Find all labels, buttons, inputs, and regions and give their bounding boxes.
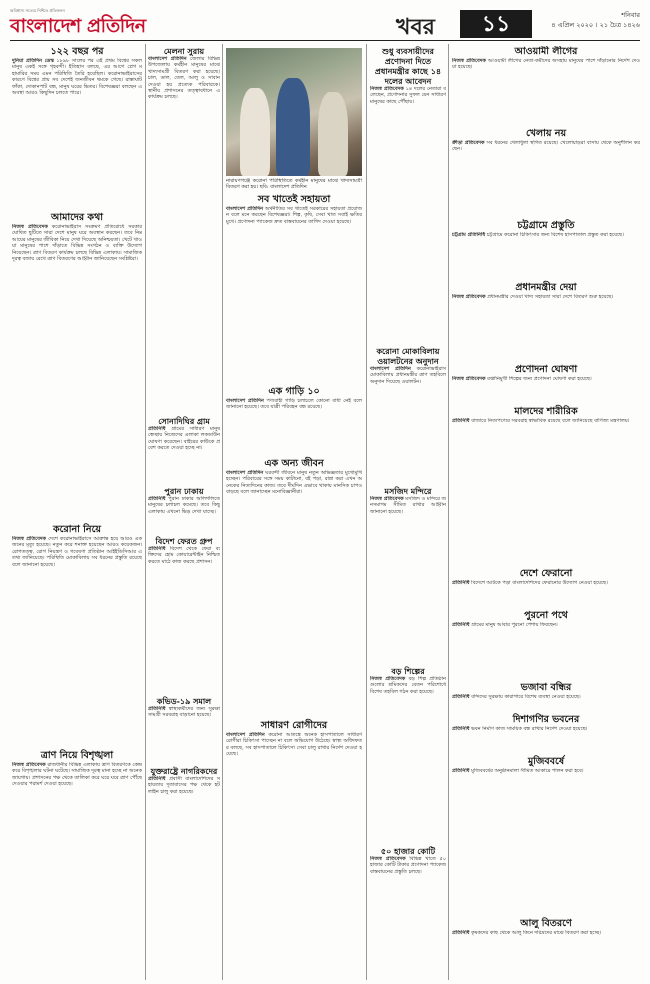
headline: বিদেশ ফেরত গ্রুপ — [155, 536, 213, 546]
column-a — [12, 46, 142, 976]
body-text: বিদেশ থেকে ফেরা ব্যক্তিদের হোম কোয়ারেন্টাইন নিশ্চিত করতে মাঠে কাজ করছে প্রশাসন। — [148, 546, 220, 565]
article[interactable] — [370, 346, 446, 486]
headline: করোনা নিয়ে — [53, 524, 101, 535]
article-body — [452, 58, 640, 128]
article[interactable] — [452, 406, 640, 568]
headline: ৫০ হাজার কোটি — [380, 846, 436, 856]
lead-in: নিজস্ব প্রতিবেদক — [370, 496, 404, 502]
article[interactable] — [452, 756, 640, 918]
body-text: মসজিদ ও মন্দিরে জনসমাগম সীমিত রাখার আহ্বান জানানো হয়েছে। — [370, 496, 446, 515]
headline: কভিড-১৯ সমাল — [156, 696, 212, 706]
body-text: কৃষকদের কাছ থেকে আলু কিনে দরিদ্রদের মাঝে বিতরণ করা হচ্ছে। — [471, 930, 601, 936]
lead-in: প্রতিনিধি — [452, 930, 470, 936]
article-body — [12, 536, 142, 746]
headline: ১২২ বছর পর — [50, 46, 104, 57]
lead-in: প্রতিনিধি — [452, 418, 470, 424]
article[interactable] — [12, 524, 142, 746]
article[interactable] — [452, 364, 640, 406]
article[interactable] — [452, 220, 640, 282]
article[interactable] — [452, 46, 640, 128]
body-text: বন্দিদের সুরক্ষায় কারাগারে বিশেষ ব্যবস্থা নেওয়া হয়েছে। — [471, 694, 581, 700]
article-body — [370, 366, 446, 486]
article-body — [452, 622, 640, 682]
section-name: খবর — [396, 14, 435, 40]
logo-slogan: অবিশ্বাস্য সত্যের নিশ্চিত প্রতিফলন — [10, 8, 65, 13]
headline: মুজিববর্ষে — [527, 756, 565, 767]
newspaper-logo[interactable] — [10, 8, 160, 48]
section-band — [396, 10, 640, 40]
body-text: গ্রামের মানুষ আবার পুরনো পেশায় ফিরছেন। — [471, 622, 558, 628]
column-divider — [366, 44, 367, 980]
body-text: ভবন নির্মাণ কাজ সাময়িক বন্ধ রাখার নির্দেশ দেওয়া হয়েছে। — [471, 726, 588, 732]
headline: মসজিদ মন্দিরে — [384, 486, 432, 496]
body-text: চট্টগ্রামে করোনা চিকিৎসার জন্য বিশেষ হাসপাতাল প্রস্তুত করা হয়েছে। — [486, 232, 624, 238]
headline: প্রণোদনা ঘোষণা — [514, 364, 578, 375]
article-body — [12, 58, 142, 208]
article[interactable] — [226, 194, 362, 386]
article-body — [452, 694, 640, 714]
article[interactable] — [452, 918, 640, 960]
article[interactable] — [12, 212, 142, 520]
article[interactable] — [370, 666, 446, 846]
lead-in: বাংলাদেশ প্রতিদিন — [148, 56, 187, 62]
article[interactable] — [370, 846, 446, 976]
headline: আওয়ামী লীগের — [514, 46, 578, 57]
lead-in: নিজস্ব প্রতিবেদক — [370, 676, 406, 682]
article-body — [452, 140, 640, 220]
headline: এক অন্য জীবন — [264, 457, 324, 469]
person-figure — [276, 78, 310, 176]
article-body — [226, 470, 362, 720]
lead-in: প্রতিনিধি — [452, 694, 470, 700]
column-divider — [222, 44, 223, 980]
article-body — [148, 776, 220, 946]
headline: সব খাতেই সহায়তা — [257, 193, 331, 205]
body-text: রাজধানীর বিভিন্ন এলাকায় ত্রাণ বিতরণকে কেন্দ্র করে বিশৃঙ্খলার ঘটনা ঘটেছে। সামাজিক দূরত্ব মানা হচ্ছে না অনেক জায়গায়। প্রশাসনের পক্ষ থেকে তালিকা করে ঘরে ঘরে ত্রাণ পৌঁছে দেওয়ার পরামর্শ দেওয়া হয়েছে। — [12, 762, 142, 788]
article[interactable] — [452, 682, 640, 714]
article[interactable] — [12, 46, 142, 208]
news-photo[interactable] — [226, 48, 362, 176]
body-text: বিভিন্ন খাতে ৫০ হাজার কোটি টাকার প্রণোদনা প্যাকেজ বাস্তবায়নের প্রস্তুতি চলছে। — [370, 856, 446, 875]
headline: বড় শিল্পের — [391, 666, 425, 676]
article[interactable] — [370, 46, 446, 346]
article[interactable] — [148, 696, 220, 766]
body-text: বাজারে নিত্যপণ্যের সরবরাহ স্বাভাবিক রয়েছে বলে জানিয়েছে বাণিজ্য মন্ত্রণালয়। — [471, 418, 630, 424]
article-body — [148, 706, 220, 766]
column-divider — [145, 44, 146, 980]
lead-in: প্রতিনিধি — [148, 496, 166, 502]
lead-in: প্রতিনিধি — [452, 768, 470, 774]
lead-in: প্রতিনিধি — [148, 776, 166, 782]
headline: দিশাগণির ভবনের — [512, 714, 580, 725]
body-text: মুজিববর্ষের অনুষ্ঠানমালা সীমিত আকারে পালন করা হবে। — [471, 768, 584, 774]
page-number: ১১ — [460, 10, 532, 38]
headline: আলু বিতরণে — [520, 918, 572, 929]
body-text: করোনাভাইরাস সংক্রমণ প্রতিরোধে সরকার ঘোষিত ছুটিতে সারা দেশে মানুষ ঘরে অবস্থান করছেন। তবে নিম্ন আয়ের মানুষের জীবিকা নিয়ে দেখা দিয়েছে অনিশ্চয়তা। খেটে খাওয়া মানুষের পাশে দাঁড়াতে বিভিন্ন সংগঠন ও ব্যক্তি উদ্যোগ নিয়েছেন। ত্রাণ বিতরণ কার্যক্রম চলছে বিভিন্ন এলাকায়। সামাজিক দূরত্ব বজায় রেখে ত্রাণ বিতরণের আহ্বান জানিয়েছেন সংশ্লিষ্টরা। — [12, 224, 142, 263]
lead-in: প্রতিনিধি — [452, 580, 470, 586]
issue-day: শনিবার — [621, 11, 640, 19]
body-text: করোনাভাইরাস মোকাবিলায় প্রধানমন্ত্রীর ত্রাণ তহবিলে অনুদান দিয়েছে ওয়ালটন। — [370, 366, 446, 385]
body-text: পণ্যবাহী গাড়ি চলাচলে কোনো বাধা নেই বলে জানানো হয়েছে। তবে যাত্রী পরিবহন বন্ধ রয়েছে। — [226, 397, 362, 411]
article[interactable] — [452, 568, 640, 610]
issue-date: ৪ এপ্রিল ২০২০ । ২১ চৈত্র ১৪২৬ — [551, 21, 640, 29]
body-text: প্রধানমন্ত্রীর দেওয়া খাদ্য সহায়তা সারা দেশে বিতরণ শুরু হয়েছে। — [487, 294, 614, 300]
article-body — [148, 546, 220, 696]
headline: আমাদের কথা — [50, 212, 103, 223]
article[interactable] — [148, 536, 220, 696]
article[interactable] — [148, 416, 220, 486]
article-body — [370, 86, 446, 346]
lead-in: নিজস্ব প্রতিবেদক — [452, 376, 486, 382]
lead-in: নিজস্ব প্রতিবেদক — [452, 58, 486, 64]
article-body — [226, 732, 362, 932]
lead-in: নিজস্ব প্রতিবেদক — [12, 762, 46, 768]
article-body — [452, 580, 640, 610]
lead-in: চট্টগ্রাম প্রতিনিধি — [452, 232, 486, 238]
body-text: রপ্তানিমুখী শিল্পের জন্য প্রণোদনা ঘোষণা করা হয়েছে। — [487, 376, 592, 382]
headline: ভজাবা বন্ধির — [520, 682, 572, 693]
lead-in: নিজস্ব প্রতিবেদক — [12, 536, 47, 542]
headline: শুধু ব্যবসায়ীদের প্রণোদনা দিতে প্রধানমন্ত্রীর কাছে ১৪ দলের আবেদন — [374, 46, 442, 86]
headline: পুরনো পথে — [524, 610, 568, 621]
body-text: ১৮৯৮ সালের পর এই প্রথম বিশ্বের সকল মানুষ একই সঙ্গে গৃহবন্দী। ইতিহাস বলছে, এর আগে প্লেগ মহামারির সময় এমন পরিস্থিতি তৈরি হয়েছিল। করোনাভাইরাসের কারণে বিশ্বের প্রায় সব দেশেই জনজীবন থমকে গেছে। রাস্তাঘাট ফাঁকা, দোকানপাট বন্ধ, মানুষ ঘরের ভিতর। বিশেষজ্ঞরা বলছেন এ অবস্থা আরও কিছুদিন চলতে পারে। — [12, 58, 142, 97]
body-text: ঘরবন্দী জীবনে মানুষ নতুন অভিজ্ঞতার মুখোমুখি হচ্ছেন। পরিবারের সঙ্গে সময় কাটানো, বই পড়া, রান্না করা এখন অনেকের নিত্যদিনের কাজ। তবে দীর্ঘদিন এভাবে থাকায় মানসিক চাপও বাড়ছে বলে জানাচ্ছেন মনোবিজ্ঞানীরা। — [226, 469, 362, 496]
lead-in: বাংলাদেশ প্রতিদিন — [226, 397, 264, 404]
article-body — [12, 762, 142, 976]
article[interactable] — [148, 766, 220, 946]
article-body — [452, 294, 640, 364]
article-body — [452, 930, 640, 960]
lead-in: বাংলাদেশ প্রতিদিন — [370, 366, 411, 372]
masthead-rule — [10, 40, 640, 41]
photo-caption: নারায়ণগঞ্জে করোনা পরিস্থিতিতে কর্মহীন মানুষের মাঝে খাদ্যসামগ্রী বিতরণ করা হয়। ছবি: বাংলাদেশ প্রতিদিন — [226, 178, 362, 191]
body-text: করোনা আতঙ্কে অনেক হাসপাতালে সাধারণ রোগীরা চিকিৎসা পাচ্ছেন না বলে অভিযোগ উঠেছে। স্বাস্থ্য অধিদফতর বলছে, সব হাসপাতালে চিকিৎসা সেবা চালু রাখার নির্দেশ দেওয়া হয়েছে। — [226, 731, 362, 758]
article-body — [148, 496, 220, 536]
lead-in: নিজস্ব প্রতিবেদক — [452, 294, 486, 300]
article[interactable] — [370, 486, 446, 666]
article-body — [452, 726, 640, 756]
headline: করোনা মোকাবিলায় ওয়ালটনের অনুদান — [376, 346, 440, 366]
article[interactable] — [148, 486, 220, 536]
article-body — [226, 206, 362, 386]
article-body — [452, 376, 640, 406]
body-text: বড় শিল্প প্রতিষ্ঠানগুলোর শ্রমিকদের বেতন পরিশোধে বিশেষ তহবিল গঠন করা হয়েছে। — [370, 676, 446, 695]
lead-in: নিজস্ব প্রতিবেদক — [370, 86, 404, 92]
article-body — [370, 676, 446, 846]
article-body — [370, 856, 446, 976]
column-divider — [448, 44, 449, 980]
lead-in: বাংলাদেশ প্রতিদিন — [226, 731, 265, 738]
headline: ত্রাণ নিয়ে বিশৃঙ্খলা — [40, 750, 114, 761]
headline: এক গাড়ি ১০ — [268, 385, 320, 397]
body-text: আওয়ামী লীগের নেতা-কর্মীদের অসহায় মানুষের পাশে দাঁড়ানোর নির্দেশ দেওয়া হয়েছে। — [452, 58, 640, 71]
article-body — [148, 426, 220, 486]
headline: চট্টগ্রামে প্রস্তুতি — [517, 220, 575, 231]
lead-in: বাংলাদেশ প্রতিদিন — [226, 469, 264, 476]
article[interactable] — [452, 128, 640, 220]
headline: পুরান ঢাকায় — [164, 486, 204, 496]
article-body — [452, 418, 640, 568]
headline: খেলায় নয় — [525, 128, 567, 139]
body-text: প্রবাসী বাংলাদেশিদের সহায়তায় দূতাবাসের পক্ষ থেকে হটলাইন চালু করা হয়েছে। — [148, 776, 220, 795]
body-text: দেশে করোনাভাইরাসে আক্রান্ত হয়ে আরও একজনের মৃত্যু হয়েছে। নতুন করে শনাক্ত হয়েছেন আরও কয়েকজন। রোগতত্ত্ব, রোগ নিয়ন্ত্রণ ও গবেষণা প্রতিষ্ঠান আইইডিসিআর এ তথ্য জানিয়েছে। পরিস্থিতি মোকাবিলায় সব ধরনের প্রস্তুতি রয়েছে বলে জানানো হয়েছে। — [12, 536, 142, 568]
headline: সোনাদিঘির গ্রাম — [158, 416, 210, 426]
headline: সাধারণ রোগীদের — [260, 719, 328, 731]
issue-info — [551, 10, 640, 30]
article[interactable] — [452, 282, 640, 364]
body-text: সব ধরনের খেলাধুলা স্থগিত রয়েছে। খেলোয়াড়রা বাসায় থেকে অনুশীলন করছেন। — [452, 140, 640, 153]
person-figure — [318, 92, 348, 176]
lead-in: নিজস্ব প্রতিবেদক — [370, 856, 406, 862]
article-body — [148, 56, 220, 416]
body-text: ১৪ দলের নেতারা বলেছেন, প্রণোদনার সুফল যেন সাধারণ মানুষের কাছে পৌঁছায়। — [370, 86, 446, 105]
body-text: বিদেশে আটকে পড়া বাংলাদেশিদের ফেরানোর উদ্যোগ নেওয়া হয়েছে। — [471, 580, 608, 586]
column-e — [452, 46, 640, 976]
article[interactable] — [226, 720, 362, 932]
headline: মেলনা সুরায় — [163, 46, 205, 56]
lead-in: দুনিয়া প্রতিদিন ডেস্ক — [12, 58, 54, 64]
headline: মালদের শারীরিক — [514, 406, 578, 417]
lead-in: প্রতিনিধি — [148, 706, 166, 712]
article[interactable] — [226, 458, 362, 720]
article-body — [226, 398, 362, 458]
headline: দেশে ফেরানো — [519, 568, 573, 579]
article[interactable] — [226, 386, 362, 458]
article-body — [370, 496, 446, 666]
column-b — [148, 46, 220, 976]
body-text: গ্রামের সাধারণ মানুষ স্বেচ্ছায় নিজেদের এলাকা লকডাউন ঘোষণা করেছেন। বাইরের কাউকে প্রবেশ করতে দেওয়া হচ্ছে না। — [148, 426, 220, 452]
article-body — [12, 224, 142, 520]
article[interactable] — [452, 714, 640, 756]
article[interactable] — [12, 750, 142, 976]
headline: প্রধানমন্ত্রীর দেয়া — [515, 282, 577, 293]
lead-in: বাংলাদেশ প্রতিদিন — [226, 205, 264, 212]
column-c — [226, 178, 362, 978]
body-text: জেলার বিভিন্ন উপজেলায় কর্মহীন মানুষের মাঝে খাদ্যসামগ্রী বিতরণ করা হয়েছে। চাল, ডাল, তেল, আলু ও সাবান দেওয়া হয় প্রত্যেক পরিবারকে। স্থানীয় প্রশাসনের তত্ত্বাবধানে এ কার্যক্রম চলছে। — [148, 56, 220, 101]
lead-in: প্রতিনিধি — [452, 726, 470, 732]
body-text: স্বাস্থ্যকর্মীদের জন্য সুরক্ষা সামগ্রী সরবরাহ বাড়ানো হয়েছে। — [148, 706, 220, 719]
headline: যুক্তরাষ্ট্রে নাগরিকদের — [150, 766, 218, 776]
lead-in: নিজস্ব প্রতিবেদক — [12, 224, 48, 230]
article-body — [452, 232, 640, 282]
body-text: পুরান ঢাকার অলিগলিতে মানুষের চলাচল কমেছে। তবে কিছু এলাকায় এখনো ভিড় দেখা যাচ্ছে। — [148, 496, 220, 515]
person-figure — [240, 88, 270, 176]
lead-in: প্রতিনিধি — [148, 426, 166, 432]
lead-in: ক্রীড়া প্রতিবেদক — [452, 140, 485, 146]
body-text: অর্থনীতির সব খাতেই সরকারের সহায়তা প্রয়োজন বলে মনে করছেন বিশেষজ্ঞরা। শিল্প, কৃষি, সেবা খাত সবাই ক্ষতির মুখে। প্রণোদনা প্যাকেজ দ্রুত বাস্তবায়নের তাগিদ দেওয়া হয়েছে। — [226, 205, 362, 225]
lead-in: প্রতিনিধি — [452, 622, 470, 628]
article[interactable] — [452, 610, 640, 682]
column-d — [370, 46, 446, 976]
logo-text: বাংলাদেশ প্রতিদিন — [10, 15, 146, 37]
lead-in: প্রতিনিধি — [148, 546, 166, 552]
article[interactable] — [148, 46, 220, 416]
article-body — [452, 768, 640, 918]
